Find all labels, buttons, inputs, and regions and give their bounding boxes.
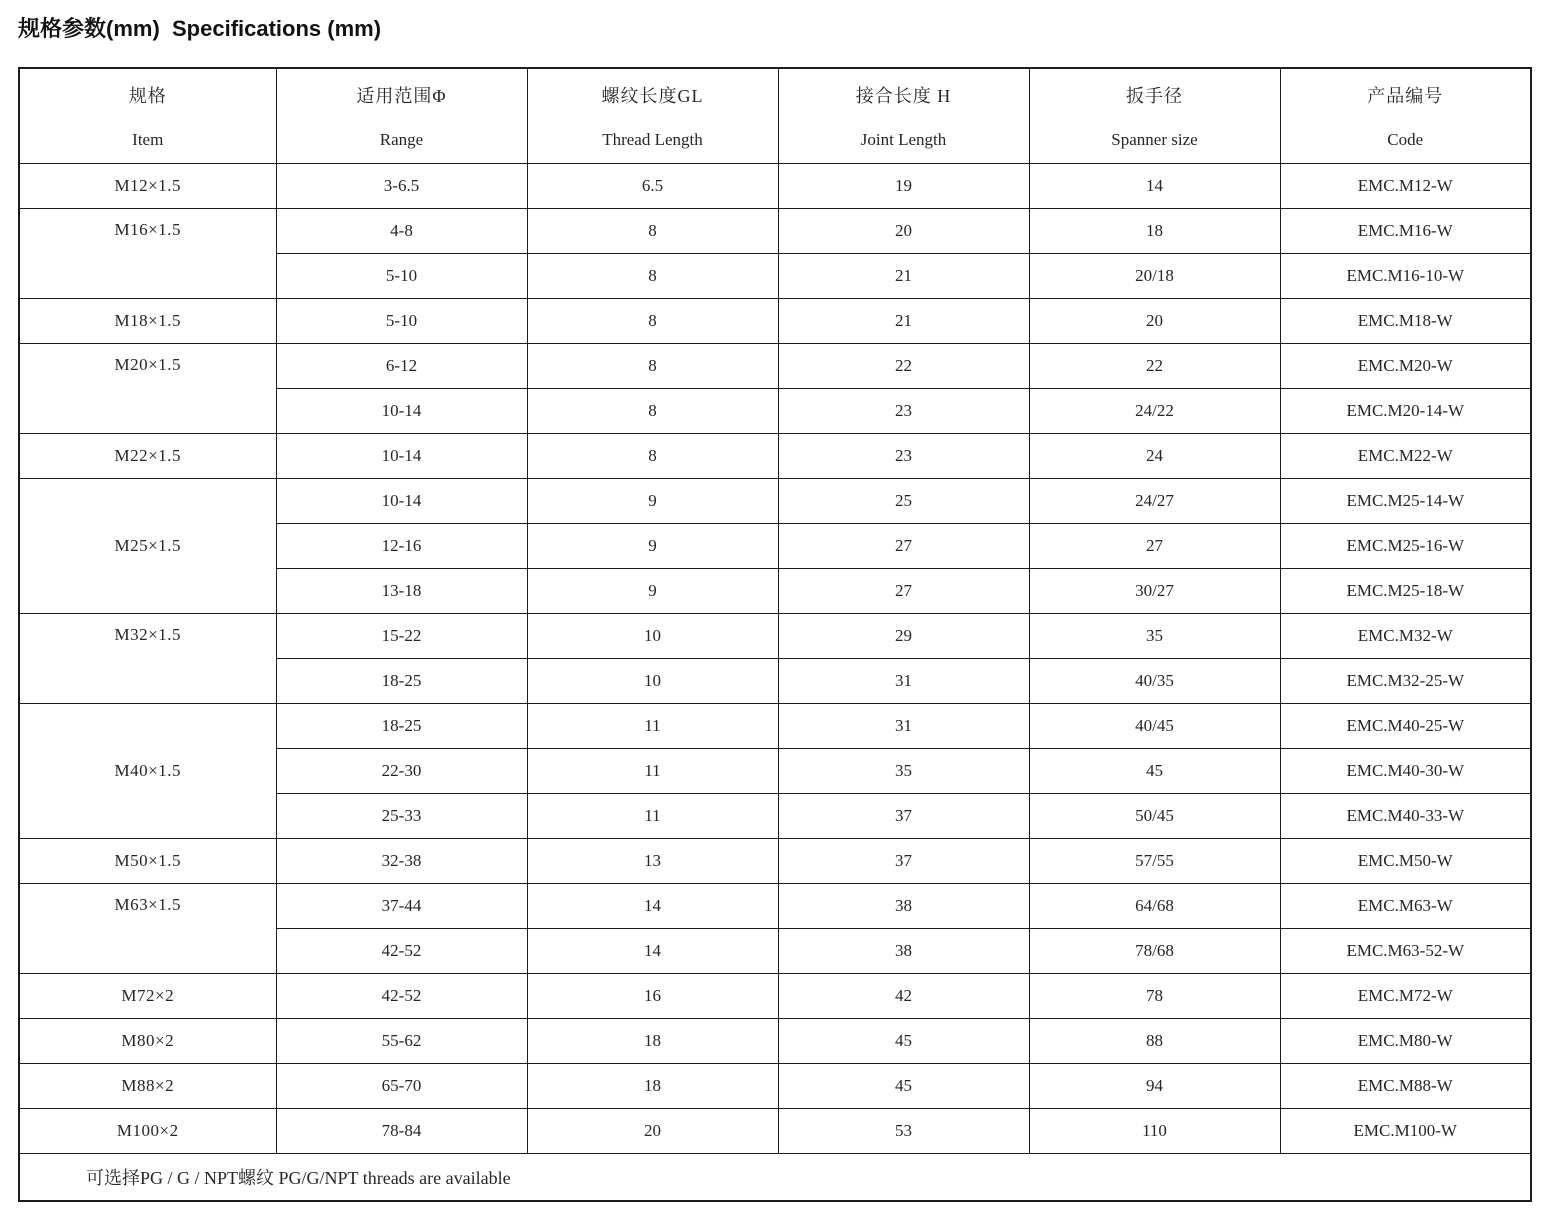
table-row (19, 883, 1531, 928)
range-cell: 10-14 (276, 388, 527, 433)
thread-length-cell: 16 (527, 973, 778, 1018)
col-header-wrap (1030, 70, 1280, 161)
code-cell: EMC.M12-W (1280, 163, 1531, 208)
range-cell: 5-10 (276, 298, 527, 343)
item-cell: M100×2 (19, 1108, 276, 1153)
joint-length-cell: 21 (778, 253, 1029, 298)
code-cell: EMC.M50-W (1280, 838, 1531, 883)
item-cell: M16×1.5 (19, 208, 276, 298)
spanner-size-cell: 20 (1029, 298, 1280, 343)
code-cell: EMC.M16-10-W (1280, 253, 1531, 298)
table-row (19, 208, 1531, 253)
range-cell: 15-22 (276, 613, 527, 658)
thread-length-cell: 13 (527, 838, 778, 883)
col-header-label-zh: 扳手径 (1126, 85, 1183, 106)
code-cell: EMC.M100-W (1280, 1108, 1531, 1153)
thread-length-cell: 8 (527, 388, 778, 433)
thread-length-cell: 8 (527, 433, 778, 478)
spanner-size-cell: 50/45 (1029, 793, 1280, 838)
code-cell: EMC.M32-W (1280, 613, 1531, 658)
spanner-size-cell: 22 (1029, 343, 1280, 388)
joint-length-cell: 29 (778, 613, 1029, 658)
table-row (19, 163, 1531, 208)
table-row (19, 1018, 1531, 1063)
col-header-label-en: Item (132, 129, 164, 149)
joint-length-cell: 23 (778, 433, 1029, 478)
table-row (19, 973, 1531, 1018)
table-row (19, 1108, 1531, 1153)
item-cell: M63×1.5 (19, 883, 276, 973)
thread-length-cell: 11 (527, 748, 778, 793)
spanner-size-cell: 24/27 (1029, 478, 1280, 523)
range-cell: 10-14 (276, 478, 527, 523)
col-header-label-zh: 螺纹长度GL (601, 85, 704, 106)
table-row (19, 478, 1531, 523)
thread-length-cell: 9 (527, 523, 778, 568)
spanner-size-cell: 110 (1029, 1108, 1280, 1153)
table-body (19, 163, 1531, 1153)
col-header-label-zh: 产品编号 (1367, 85, 1444, 106)
table-row (19, 433, 1531, 478)
thread-length-cell: 11 (527, 703, 778, 748)
table-row (19, 613, 1531, 658)
range-cell: 25-33 (276, 793, 527, 838)
thread-length-cell: 14 (527, 883, 778, 928)
joint-length-cell: 27 (778, 523, 1029, 568)
range-cell: 10-14 (276, 433, 527, 478)
thread-length-cell: 20 (527, 1108, 778, 1153)
item-cell: M40×1.5 (19, 703, 276, 838)
code-cell: EMC.M25-18-W (1280, 568, 1531, 613)
joint-length-cell: 37 (778, 793, 1029, 838)
thread-length-cell: 8 (527, 208, 778, 253)
table-row (19, 838, 1531, 883)
col-header (778, 68, 1029, 163)
thread-length-cell: 10 (527, 658, 778, 703)
page-title: 规格参数(mm) Specifications (mm) (18, 16, 382, 41)
spanner-size-cell: 40/35 (1029, 658, 1280, 703)
code-cell: EMC.M25-14-W (1280, 478, 1531, 523)
spanner-size-cell: 78/68 (1029, 928, 1280, 973)
header-row (19, 68, 1531, 163)
spanner-size-cell: 30/27 (1029, 568, 1280, 613)
table-row (19, 298, 1531, 343)
item-cell: M18×1.5 (19, 298, 276, 343)
joint-length-cell: 53 (778, 1108, 1029, 1153)
range-cell: 65-70 (276, 1063, 527, 1108)
table-row (19, 703, 1531, 748)
col-header-label-en: Spanner size (1111, 129, 1198, 149)
specifications-table (18, 67, 1532, 1202)
item-cell: M72×2 (19, 973, 276, 1018)
joint-length-cell: 35 (778, 748, 1029, 793)
col-header-wrap (277, 70, 527, 161)
col-header (19, 68, 276, 163)
thread-length-cell: 8 (527, 343, 778, 388)
item-cell: M12×1.5 (19, 163, 276, 208)
item-cell: M32×1.5 (19, 613, 276, 703)
joint-length-cell: 37 (778, 838, 1029, 883)
thread-length-cell: 8 (527, 253, 778, 298)
spanner-size-cell: 18 (1029, 208, 1280, 253)
spanner-size-cell: 20/18 (1029, 253, 1280, 298)
code-cell: EMC.M40-33-W (1280, 793, 1531, 838)
joint-length-cell: 21 (778, 298, 1029, 343)
code-cell: EMC.M18-W (1280, 298, 1531, 343)
range-cell: 78-84 (276, 1108, 527, 1153)
spanner-size-cell: 45 (1029, 748, 1280, 793)
joint-length-cell: 23 (778, 388, 1029, 433)
range-cell: 13-18 (276, 568, 527, 613)
spanner-size-cell: 57/55 (1029, 838, 1280, 883)
item-cell: M22×1.5 (19, 433, 276, 478)
thread-length-cell: 18 (527, 1063, 778, 1108)
joint-length-cell: 31 (778, 658, 1029, 703)
joint-length-cell: 20 (778, 208, 1029, 253)
thread-length-cell: 10 (527, 613, 778, 658)
code-cell: EMC.M40-25-W (1280, 703, 1531, 748)
range-cell: 42-52 (276, 973, 527, 1018)
thread-length-cell: 14 (527, 928, 778, 973)
range-cell: 18-25 (276, 658, 527, 703)
code-cell: EMC.M63-W (1280, 883, 1531, 928)
joint-length-cell: 38 (778, 883, 1029, 928)
table-footer (19, 1153, 1531, 1201)
table-row (19, 343, 1531, 388)
joint-length-cell: 38 (778, 928, 1029, 973)
spanner-size-cell: 35 (1029, 613, 1280, 658)
spanner-size-cell: 24 (1029, 433, 1280, 478)
joint-length-cell: 31 (778, 703, 1029, 748)
joint-length-cell: 45 (778, 1018, 1029, 1063)
range-cell: 5-10 (276, 253, 527, 298)
footer-note: 可选择PG / G / NPT螺纹 PG/G/NPT threads are available (19, 1153, 1531, 1201)
range-cell: 37-44 (276, 883, 527, 928)
range-cell: 18-25 (276, 703, 527, 748)
code-cell: EMC.M40-30-W (1280, 748, 1531, 793)
range-cell: 4-8 (276, 208, 527, 253)
col-header-wrap (20, 70, 276, 161)
col-header-label-zh: 接合长度 H (855, 85, 952, 106)
range-cell: 42-52 (276, 928, 527, 973)
item-cell: M80×2 (19, 1018, 276, 1063)
code-cell: EMC.M63-52-W (1280, 928, 1531, 973)
range-cell: 55-62 (276, 1018, 527, 1063)
range-cell: 12-16 (276, 523, 527, 568)
thread-length-cell: 9 (527, 478, 778, 523)
footer-row (19, 1153, 1531, 1201)
code-cell: EMC.M32-25-W (1280, 658, 1531, 703)
spanner-size-cell: 78 (1029, 973, 1280, 1018)
joint-length-cell: 42 (778, 973, 1029, 1018)
range-cell: 6-12 (276, 343, 527, 388)
joint-length-cell: 22 (778, 343, 1029, 388)
col-header (276, 68, 527, 163)
spanner-size-cell: 88 (1029, 1018, 1280, 1063)
item-cell: M88×2 (19, 1063, 276, 1108)
col-header-label-en: Thread Length (602, 129, 703, 149)
item-cell: M25×1.5 (19, 478, 276, 613)
thread-length-cell: 11 (527, 793, 778, 838)
thread-length-cell: 18 (527, 1018, 778, 1063)
code-cell: EMC.M72-W (1280, 973, 1531, 1018)
thread-length-cell: 8 (527, 298, 778, 343)
spanner-size-cell: 40/45 (1029, 703, 1280, 748)
col-header-label-zh: 规格 (128, 85, 167, 106)
code-cell: EMC.M16-W (1280, 208, 1531, 253)
table-row (19, 1063, 1531, 1108)
col-header-wrap (528, 70, 778, 161)
code-cell: EMC.M22-W (1280, 433, 1531, 478)
spanner-size-cell: 64/68 (1029, 883, 1280, 928)
joint-length-cell: 25 (778, 478, 1029, 523)
col-header-label-en: Joint Length (860, 129, 947, 149)
col-header (1280, 68, 1531, 163)
item-cell: M50×1.5 (19, 838, 276, 883)
spanner-size-cell: 27 (1029, 523, 1280, 568)
code-cell: EMC.M20-W (1280, 343, 1531, 388)
col-header-label-en: Code (1387, 129, 1424, 149)
spanner-size-cell: 14 (1029, 163, 1280, 208)
item-cell: M20×1.5 (19, 343, 276, 433)
code-cell: EMC.M25-16-W (1280, 523, 1531, 568)
col-header (527, 68, 778, 163)
col-header-label-zh: 适用范围Φ (356, 85, 447, 106)
range-cell: 3-6.5 (276, 163, 527, 208)
col-header (1029, 68, 1280, 163)
col-header-wrap (779, 70, 1029, 161)
code-cell: EMC.M80-W (1280, 1018, 1531, 1063)
joint-length-cell: 19 (778, 163, 1029, 208)
code-cell: EMC.M88-W (1280, 1063, 1531, 1108)
code-cell: EMC.M20-14-W (1280, 388, 1531, 433)
thread-length-cell: 6.5 (527, 163, 778, 208)
col-header-wrap (1281, 70, 1531, 161)
spanner-size-cell: 94 (1029, 1063, 1280, 1108)
table-header (19, 68, 1531, 163)
col-header-label-en: Range (379, 129, 424, 149)
joint-length-cell: 27 (778, 568, 1029, 613)
spanner-size-cell: 24/22 (1029, 388, 1280, 433)
joint-length-cell: 45 (778, 1063, 1029, 1108)
range-cell: 22-30 (276, 748, 527, 793)
range-cell: 32-38 (276, 838, 527, 883)
thread-length-cell: 9 (527, 568, 778, 613)
